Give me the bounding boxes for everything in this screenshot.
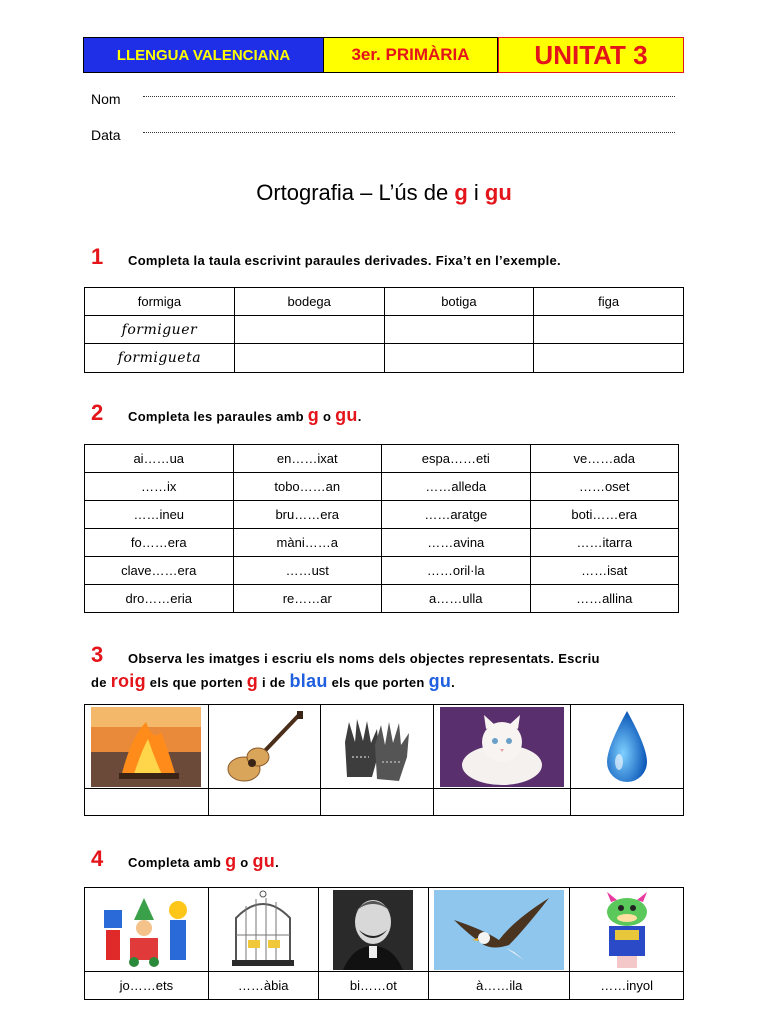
q2-word-cell[interactable]: ……aratge xyxy=(382,501,531,529)
q4-word-cell[interactable]: ……inyol xyxy=(570,972,684,1000)
q4-instruction xyxy=(128,851,279,872)
q2-word-cell[interactable]: ……oset xyxy=(530,473,679,501)
q2-instruction xyxy=(128,405,362,426)
q4-g: g xyxy=(225,851,237,871)
q2-word-cell[interactable]: ……ineu xyxy=(85,501,234,529)
q1-instruction: Completa la taula escrivint paraules derivades. Fixa’t en l’exemple. xyxy=(128,253,561,268)
q2-word-cell[interactable]: dro……eria xyxy=(85,585,234,613)
title-prefix: Ortografia – L’ús de xyxy=(256,180,455,205)
q3-instruction-line2 xyxy=(91,671,455,692)
q2-table xyxy=(84,444,679,613)
q2-word-cell[interactable]: fo……era xyxy=(85,529,234,557)
q3-blau: blau xyxy=(289,671,328,691)
q2-end: . xyxy=(357,409,362,424)
water-drop-cell xyxy=(570,705,684,789)
q3-answer-cell[interactable] xyxy=(433,789,570,816)
q2-word-cell[interactable]: espa……eti xyxy=(382,445,531,473)
q1-header-cell: bodega xyxy=(234,288,384,316)
q4-gu: gu xyxy=(252,851,276,871)
q2-word-cell[interactable]: bru……era xyxy=(233,501,382,529)
q2-text: Completa les paraules amb xyxy=(128,409,308,424)
q1-answer-cell[interactable] xyxy=(384,344,534,373)
q3-text-c: i de xyxy=(258,675,290,690)
q2-word-cell[interactable]: en……ixat xyxy=(233,445,382,473)
puppet-image xyxy=(587,890,667,970)
q4-end: . xyxy=(275,855,279,870)
q2-word-cell[interactable]: re……ar xyxy=(233,585,382,613)
q3-g: g xyxy=(246,671,259,691)
q1-header-cell: botiga xyxy=(384,288,534,316)
eagle-image xyxy=(434,890,564,970)
q1-answer-cell[interactable] xyxy=(534,344,684,373)
q2-row xyxy=(85,445,679,473)
subject-label: LLENGUA VALENCIANA xyxy=(83,37,324,73)
birdcage-image xyxy=(228,890,298,970)
name-label: Nom xyxy=(91,91,121,107)
q2-word-cell[interactable]: ……allina xyxy=(530,585,679,613)
q2-row xyxy=(85,557,679,585)
q2-word-cell[interactable]: ……avina xyxy=(382,529,531,557)
gloves-image xyxy=(327,707,427,787)
q2-word-cell[interactable]: ……itarra xyxy=(530,529,679,557)
q2-word-cell[interactable]: ……alleda xyxy=(382,473,531,501)
q2-word-cell[interactable]: ……isat xyxy=(530,557,679,585)
q2-word-cell[interactable]: ……oril·la xyxy=(382,557,531,585)
q2-row xyxy=(85,529,679,557)
q1-number: 1 xyxy=(91,244,104,269)
title-g: g xyxy=(454,180,468,205)
water-drop-image xyxy=(597,707,657,787)
q3-text-b: els que porten xyxy=(145,675,247,690)
q4-word-cell[interactable]: à……ila xyxy=(429,972,570,1000)
q3-gu: gu xyxy=(428,671,452,691)
q4-number: 4 xyxy=(91,846,104,871)
toys-image xyxy=(96,890,196,970)
page-title xyxy=(0,180,768,206)
q1-header-cell: formiga xyxy=(85,288,235,316)
portrait-cell xyxy=(318,888,429,972)
grade-label: 3er. PRIMÀRIA xyxy=(324,37,498,73)
cat-cell xyxy=(433,705,570,789)
q4-word-cell[interactable]: bi……ot xyxy=(318,972,429,1000)
q3-answer-cell[interactable] xyxy=(85,789,209,816)
q4-table xyxy=(84,887,684,1000)
fire-image xyxy=(91,707,201,787)
title-gu: gu xyxy=(484,180,512,205)
q1-answer-cell[interactable] xyxy=(234,316,384,344)
q2-o: o xyxy=(319,409,336,424)
gloves-cell xyxy=(320,705,433,789)
q1-answer-cell[interactable] xyxy=(234,344,384,373)
q2-word-cell[interactable]: màni……a xyxy=(233,529,382,557)
q3-text-a: de xyxy=(91,675,111,690)
q1-header-cell: figa xyxy=(534,288,684,316)
q1-table xyxy=(84,287,684,373)
q2-word-cell[interactable]: ……ust xyxy=(233,557,382,585)
q3-number: 3 xyxy=(91,642,104,667)
q2-word-cell[interactable]: tobo……an xyxy=(233,473,382,501)
q2-row xyxy=(85,585,679,613)
q3-instruction-line1: Observa les imatges i escriu els noms dels objectes representats. Escriu xyxy=(128,651,600,666)
q4-text: Completa amb xyxy=(128,855,226,870)
date-label: Data xyxy=(91,127,121,143)
puppet-cell xyxy=(570,888,684,972)
q1-answer-cell[interactable] xyxy=(384,316,534,344)
q3-answer-cell[interactable] xyxy=(320,789,433,816)
q2-gu: gu xyxy=(335,405,358,425)
date-field[interactable] xyxy=(143,132,675,133)
q4-word-cell[interactable]: ……àbia xyxy=(208,972,318,1000)
guitar-image xyxy=(214,707,314,787)
q2-word-cell[interactable]: ve……ada xyxy=(530,445,679,473)
header-banner xyxy=(83,37,684,73)
q2-row xyxy=(85,473,679,501)
toys-cell xyxy=(85,888,209,972)
portrait-image xyxy=(333,890,413,970)
q2-word-cell[interactable]: boti……era xyxy=(530,501,679,529)
eagle-cell xyxy=(429,888,570,972)
title-mid: i xyxy=(467,180,485,205)
q1-answer-cell[interactable] xyxy=(534,316,684,344)
q3-text-d: els que porten xyxy=(327,675,429,690)
q3-answer-cell[interactable] xyxy=(208,789,320,816)
q3-roig: roig xyxy=(110,671,146,691)
birdcage-cell xyxy=(208,888,318,972)
q2-word-cell[interactable]: ai……ua xyxy=(85,445,234,473)
q4-o: o xyxy=(236,855,253,870)
q2-word-cell[interactable]: clave……era xyxy=(85,557,234,585)
unit-label: UNITAT 3 xyxy=(498,37,684,73)
q2-word-cell[interactable]: a……ulla xyxy=(382,585,531,613)
q2-row xyxy=(85,501,679,529)
fire-cell xyxy=(85,705,209,789)
q4-word-cell[interactable]: jo……ets xyxy=(85,972,209,1000)
q1-example-cell: formiguer xyxy=(85,316,235,344)
q2-g: g xyxy=(307,405,320,425)
guitar-cell xyxy=(208,705,320,789)
q3-text-e: . xyxy=(451,675,456,690)
q3-table xyxy=(84,704,684,816)
q3-answer-cell[interactable] xyxy=(570,789,684,816)
cat-image xyxy=(440,707,564,787)
name-field[interactable] xyxy=(143,96,675,97)
q1-example-cell: formigueta xyxy=(85,344,235,373)
q2-number: 2 xyxy=(91,400,104,425)
q2-word-cell[interactable]: ……ix xyxy=(85,473,234,501)
